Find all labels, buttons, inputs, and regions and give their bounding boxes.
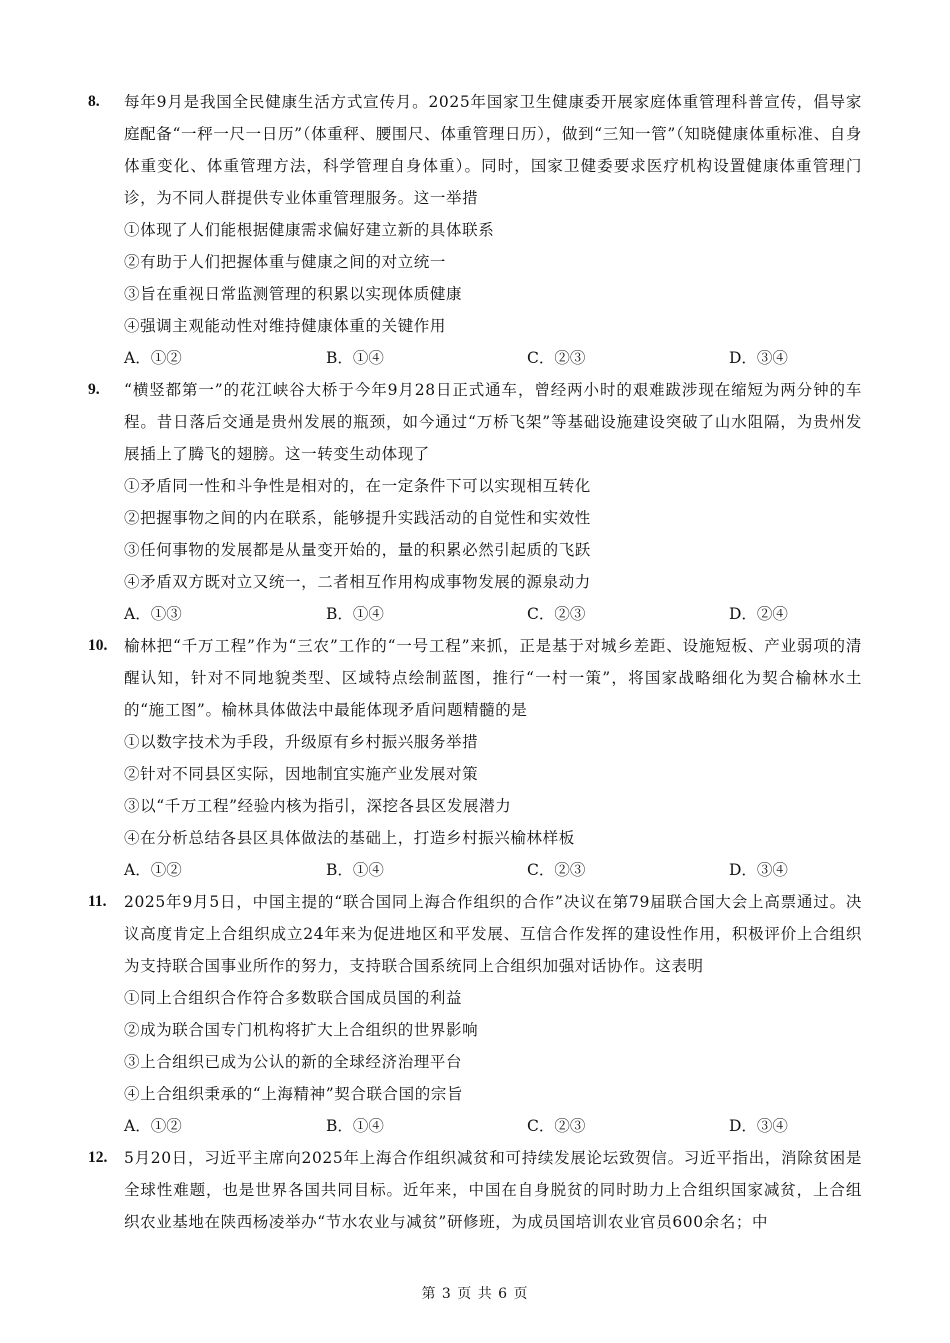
answer-choice-a: A．①② bbox=[124, 1117, 182, 1135]
statement-option: ③任何事物的发展都是从量变开始的，量的积累必然引起质的飞跃 bbox=[124, 541, 591, 559]
answer-choice-c: C．②③ bbox=[527, 349, 586, 367]
answer-choice-b: B．①④ bbox=[326, 1117, 384, 1135]
question-stem: 每年9月是我国全民健康生活方式宣传月。2025年国家卫生健康委开展家庭体重管理科普宣传，倡导家庭配备“一秤一尺一日历”（体重秤、腰围尺、体重管理日历），做到“三知一管”（知晓健康体重标准、自身体重变化、体重管理方法，科学管理自身体重）。同时，国家卫健委要求医疗机构设置健康体重管理门诊，为不同人群提供专业体重管理服务。这一举措 bbox=[124, 93, 862, 207]
question-stem: 2025年9月5日，中国主提的“联合国同上海合作组织的合作”决议在第79届联合国大会上高票通过。决议高度肯定上合组织成立24年来为促进地区和平发展、互信合作发挥的建设性作用，积极评价上合组织为支持联合国事业所作的努力，支持联合国系统同上合组织加强对话协作。这表明 bbox=[124, 893, 862, 975]
question-number: 12. bbox=[88, 1149, 108, 1166]
answer-choice-d: D．③④ bbox=[729, 349, 788, 367]
question-number: 9. bbox=[88, 381, 100, 398]
statement-option: ④在分析总结各县区具体做法的基础上，打造乡村振兴榆林样板 bbox=[124, 829, 575, 847]
statement-option: ②成为联合国专门机构将扩大上合组织的世界影响 bbox=[124, 1021, 479, 1039]
question-number: 10. bbox=[88, 637, 108, 654]
page-footer: 第 3 页 共 6 页 bbox=[421, 1286, 529, 1302]
answer-choice-b: B．①④ bbox=[326, 349, 384, 367]
statement-option: ③上合组织已成为公认的新的全球经济治理平台 bbox=[124, 1053, 463, 1071]
question-number: 8. bbox=[88, 93, 100, 110]
statement-option: ③旨在重视日常监测管理的积累以实现体质健康 bbox=[124, 285, 463, 303]
answer-choice-d: D．③④ bbox=[729, 1117, 788, 1135]
answer-choice-a: A．①② bbox=[124, 861, 182, 879]
statement-option: ②有助于人们把握体重与健康之间的对立统一 bbox=[124, 253, 447, 271]
question-stem: 榆林把“千万工程”作为“三农”工作的“一号工程”来抓，正是基于对城乡差距、设施短板、产业弱项的清醒认知，针对不同地貌类型、区域特点绘制蓝图，推行“一村一策”，将国家战略细化为契合榆林水土的“施工图”。榆林具体做法中最能体现矛盾问题精髓的是 bbox=[124, 637, 862, 719]
question-number: 11. bbox=[88, 893, 107, 910]
statement-option: ④强调主观能动性对维持健康体重的关键作用 bbox=[124, 317, 447, 335]
statement-option: ②把握事物之间的内在联系，能够提升实践活动的自觉性和实效性 bbox=[124, 509, 591, 527]
statement-option: ①体现了人们能根据健康需求偏好建立新的具体联系 bbox=[124, 221, 495, 239]
question-stem: “横竖都第一”的花江峡谷大桥于今年9月28日正式通车，曾经两小时的艰难跋涉现在缩短为两分钟的车程。昔日落后交通是贵州发展的瓶颈，如今通过“万桥飞架”等基础设施建设突破了山水阻隔，为贵州发展插上了腾飞的翅膀。这一转变生动体现了 bbox=[124, 381, 862, 463]
statement-option: ①以数字技术为手段，升级原有乡村振兴服务举措 bbox=[124, 733, 479, 751]
statement-option: ①同上合组织合作符合多数联合国成员国的利益 bbox=[124, 989, 463, 1007]
answer-choice-d: D．②④ bbox=[729, 605, 788, 623]
statement-option: ③以“千万工程”经验内核为指引，深挖各县区发展潜力 bbox=[124, 797, 512, 815]
answer-choice-d: D．③④ bbox=[729, 861, 788, 879]
statement-option: ①矛盾同一性和斗争性是相对的，在一定条件下可以实现相互转化 bbox=[124, 477, 591, 495]
question-stem: 5月20日，习近平主席向2025年上海合作组织减贫和可持续发展论坛致贺信。习近平指出，消除贫困是全球性难题，也是世界各国共同目标。近年来，中国在自身脱贫的同时助力上合组织国家减贫，上合组织农业基地在陕西杨凌举办“节水农业与减贫”研修班，为成员国培训农业官员600余名；中 bbox=[124, 1149, 862, 1231]
answer-choice-a: A．①③ bbox=[124, 605, 182, 623]
answer-choice-c: C．②③ bbox=[527, 605, 586, 623]
answer-choice-a: A．①② bbox=[124, 349, 182, 367]
statement-option: ②针对不同县区实际，因地制宜实施产业发展对策 bbox=[124, 765, 479, 783]
answer-choice-c: C．②③ bbox=[527, 861, 586, 879]
answer-choice-b: B．①④ bbox=[326, 605, 384, 623]
statement-option: ④上合组织秉承的“上海精神”契合联合国的宗旨 bbox=[124, 1085, 464, 1103]
answer-choice-b: B．①④ bbox=[326, 861, 384, 879]
statement-option: ④矛盾双方既对立又统一，二者相互作用构成事物发展的源泉动力 bbox=[124, 573, 591, 591]
answer-choice-c: C．②③ bbox=[527, 1117, 586, 1135]
